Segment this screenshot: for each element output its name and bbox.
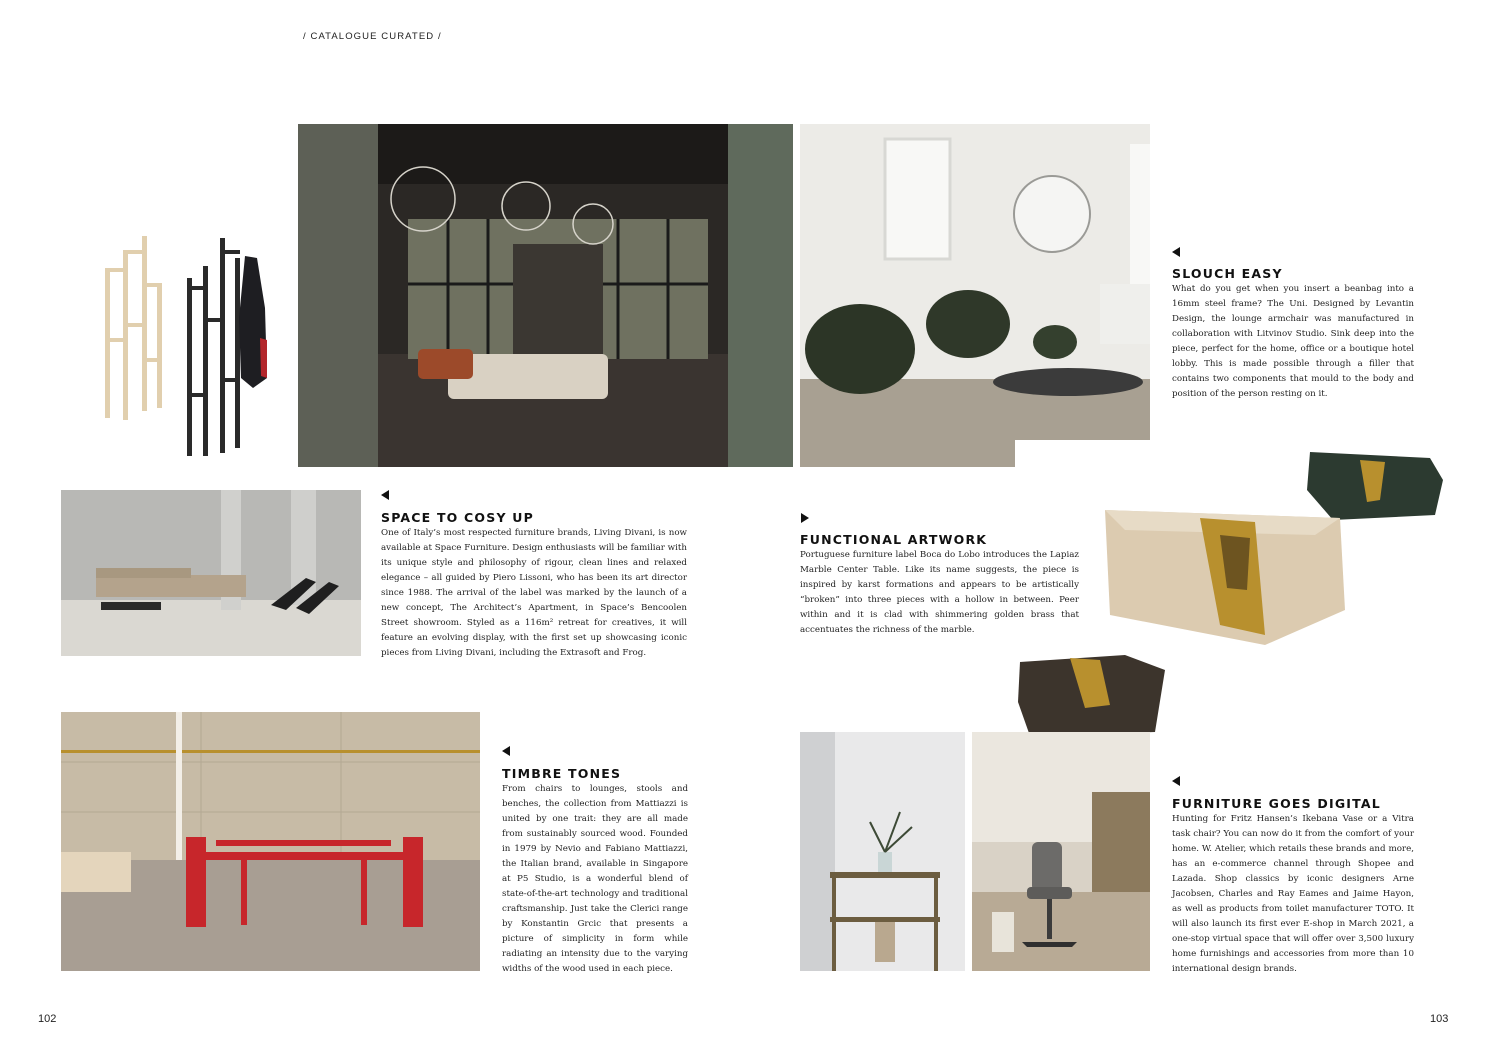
timbre-tones-body: From chairs to lounges, stools and benches, the collection from Mattiazzi is united by one trait: they are all made from sustainably sourced wood. Founded in 1979 by Nevio and Fabiano Mattiazzi, the Italian brand, available in Singapore at P5 Studio, is a wonderful blend of state-of-the-art technology and traditional craftsmanship. Just take the Clerici range by Konstantin Grcic that presents a picture of simplicity in form while radiating an intensity due to the varying widths of the wood used in each piece. [502,784,688,974]
space-to-cosy-up-body: One of Italy’s most respected furniture brands, Living Divani, is now available at Space Furniture. Design enthusiasts will be familiar with its unique style and philosophy of rigour, clean lines and relaxed elegance – all guided by Piero Lissoni, who has been its art director since 1988. The arrival of the label was marked by the launch of a new concept, The Architect’s Apartment, in Space’s Bencoolen Street showroom. Styled as a 116m² retreat for creatives, it will feature an evolving display, with the first set up showcasing iconic pieces from Living Divani, including the Extrasoft and Frog. [381,528,687,658]
timbre-tones-title: TIMBRE TONES [502,766,622,781]
pointer-arrow-icon [801,513,809,523]
page-number-left: 102 [38,1013,57,1025]
task-chair-image [972,732,1150,971]
pointer-arrow-icon [1172,776,1180,786]
page-number-right: 103 [1430,1013,1449,1025]
red-bench-image [61,712,480,971]
showroom-interior-image [298,124,793,467]
functional-artwork-body: Portuguese furniture label Boca do Lobo introduces the Lapiaz Marble Center Table. Like its name suggests, the piece is inspired by karst formations and appears to be artistically “broken” into three pieces with a hollow in between. Peer within and it is clad with shimmering golden brass that accentuates the richness of the marble. [800,550,1079,635]
furniture-goes-digital-body: Hunting for Fritz Hansen’s Ikebana Vase or a Vitra task chair? You can now do it from the comfort of your home. W. Atelier, which retails these brands and more, has an e-commerce channel through Shopee and Lazada. Shop classics by iconic designers Arne Jacobsen, Charles and Ray Eames and Jaime Hayon, as well as products from toilet manufacturer TOTO. It will also launch its first ever E-shop in March 2021, a one-stop virtual space that will offer over 3,500 luxury home furnishings and accessories from more than 10 international design brands. [1172,814,1414,974]
pointer-arrow-icon [381,490,389,500]
coat-rack-image [95,228,285,466]
extrasoft-sofa-image [61,490,361,656]
section-kicker: / CATALOGUE CURATED / [303,31,442,42]
marble-center-table-image [1015,440,1445,740]
furniture-goes-digital-title: FURNITURE GOES DIGITAL [1172,796,1381,811]
space-to-cosy-up-title: SPACE TO COSY UP [381,510,534,525]
pointer-arrow-icon [1172,247,1180,257]
ikebana-vase-image [800,732,965,971]
slouch-easy-body: What do you get when you insert a beanbag into a 16mm steel frame? The Uni. Designed by Levantin Design, the lounge armchair was manufactured in collaboration with Litvinov Studio. Sink deep into the piece, perfect for the home, office or a boutique hotel lobby. This is made possible through a filler that contains two components that mould to the body and position of the person resting on it. [1172,284,1414,399]
pointer-arrow-icon [502,746,510,756]
slouch-easy-title: SLOUCH EASY [1172,266,1283,281]
lounge-armchair-image [800,124,1150,467]
functional-artwork-title: FUNCTIONAL ARTWORK [800,532,988,547]
